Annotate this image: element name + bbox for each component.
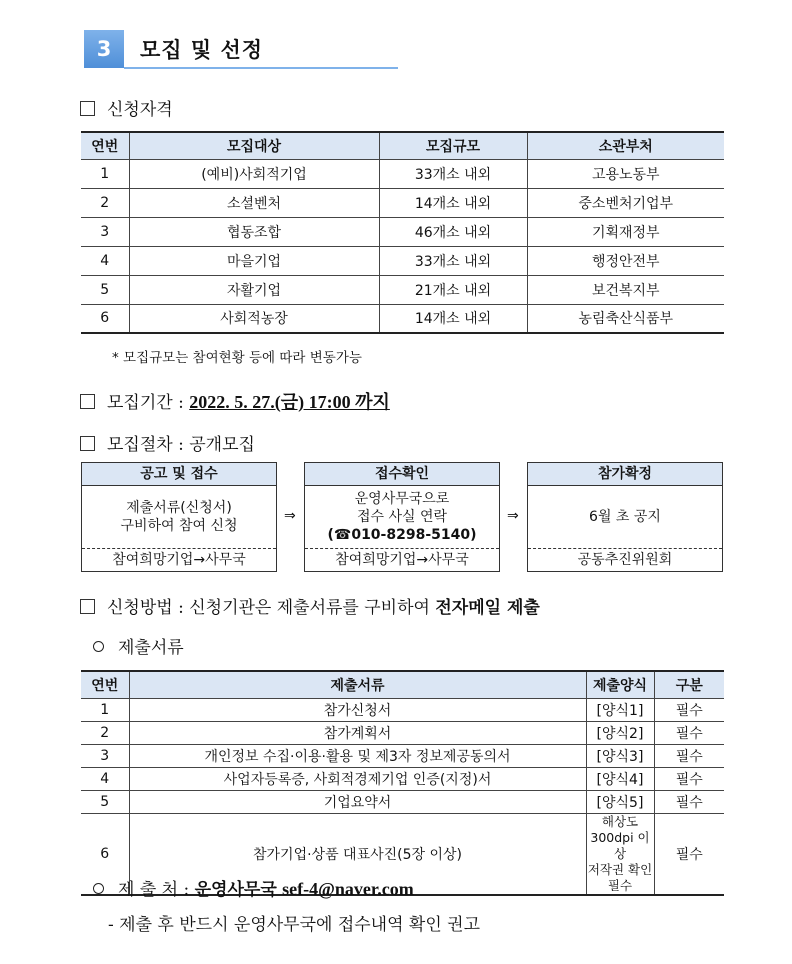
table-cell: 참가신청서 — [129, 698, 586, 721]
step-title: 참가확정 — [528, 463, 722, 486]
table-row — [81, 721, 724, 744]
submission-office: 운영사무국 — [194, 880, 277, 900]
table-cell: 1 — [81, 698, 129, 721]
table-cell: (예비)사회적기업 — [129, 159, 379, 188]
column-header: 연번 — [81, 132, 129, 159]
circle-bullet-icon — [93, 883, 104, 894]
table-cell: 5 — [81, 275, 129, 304]
table-row — [81, 304, 724, 333]
documents-heading: 제출서류 — [118, 638, 184, 658]
table-cell: [양식1] — [586, 698, 654, 721]
eligibility-table — [81, 131, 724, 334]
table-cell: 필수 — [654, 813, 724, 895]
table-cell: 기업요약서 — [129, 790, 586, 813]
table-cell: 마을기업 — [129, 246, 379, 275]
column-header: 제출양식 — [586, 671, 654, 698]
table-cell: 고용노동부 — [527, 159, 724, 188]
table-cell: 사업자등록증, 사회적경제기업 인증(지정)서 — [129, 767, 586, 790]
table-cell: [양식3] — [586, 744, 654, 767]
table-row — [81, 790, 724, 813]
table-row — [81, 246, 724, 275]
table-cell: 소셜벤처 — [129, 188, 379, 217]
procedure-step-2 — [304, 462, 500, 572]
step-footer: 공동추진위원회 — [528, 548, 722, 571]
table-cell: 1 — [81, 159, 129, 188]
documents-heading-line — [93, 633, 184, 658]
section-header — [84, 30, 398, 70]
table-cell: 필수 — [654, 790, 724, 813]
recommendation-note: - 제출 후 반드시 운영사무국에 접수내역 확인 권고 — [108, 915, 481, 935]
section-title: 모집 및 선정 — [140, 38, 264, 62]
section-underline — [124, 67, 398, 69]
column-header: 모집대상 — [129, 132, 379, 159]
column-header: 제출서류 — [129, 671, 586, 698]
table-cell: 14개소 내외 — [379, 188, 527, 217]
step-body-line: 6월 초 공지 — [589, 509, 661, 525]
table-cell: 필수 — [654, 698, 724, 721]
step-body — [528, 486, 722, 548]
table-cell: 해상도300dpi 이상 저작권 확인 필수 — [587, 813, 653, 893]
square-bullet-icon — [80, 394, 95, 409]
table-cell: 사회적농장 — [129, 304, 379, 333]
procedure-label: 모집절차 : 공개모집 — [107, 435, 255, 455]
section-number: 3 — [84, 30, 124, 68]
table-cell: [양식4] — [586, 767, 654, 790]
table-cell: 2 — [81, 188, 129, 217]
table-cell: 6 — [81, 813, 129, 895]
method-label: 신청방법 : 신청기관은 제출서류를 구비하여 — [107, 598, 430, 618]
table-cell: 필수 — [654, 767, 724, 790]
table-cell: 5 — [81, 790, 129, 813]
table-cell: 자활기업 — [129, 275, 379, 304]
table-cell: 농림축산식품부 — [527, 304, 724, 333]
table-row — [81, 698, 724, 721]
table-cell: 참가기업·상품 대표사진(5장 이상) — [129, 813, 586, 895]
square-bullet-icon — [80, 436, 95, 451]
square-bullet-icon — [80, 599, 95, 614]
table-cell: 중소벤처기업부 — [527, 188, 724, 217]
table-cell: 21개소 내외 — [379, 275, 527, 304]
documents-table — [81, 670, 724, 896]
table-cell: 33개소 내외 — [379, 246, 527, 275]
step-body-line: 접수 사실 연락 — [356, 509, 448, 525]
table-row — [81, 217, 724, 246]
step-title: 접수확인 — [305, 463, 499, 486]
step-footer: 참여희망기업→사무국 — [82, 548, 276, 571]
table-row — [81, 159, 724, 188]
arrow-icon: ⇒ — [507, 508, 519, 524]
submission-label: 제 출 처 : — [118, 880, 190, 900]
table-cell: [양식5] — [586, 790, 654, 813]
eligibility-heading-line — [80, 95, 173, 120]
table-cell: 2 — [81, 721, 129, 744]
submission-email[interactable]: sef-4@naver.com — [282, 879, 414, 899]
period-value: 2022. 5. 27.(금) 17:00 까지 — [189, 392, 390, 412]
eligibility-heading: 신청자격 — [107, 100, 173, 120]
method-emphasis: 전자메일 제출 — [435, 598, 540, 618]
method-line — [80, 593, 540, 618]
table-cell: [양식2] — [586, 721, 654, 744]
table-cell: 필수 — [654, 721, 724, 744]
table-row — [81, 188, 724, 217]
table-cell: 기획재정부 — [527, 217, 724, 246]
table-row — [81, 767, 724, 790]
table-cell: 행정안전부 — [527, 246, 724, 275]
step-body — [82, 486, 276, 548]
square-bullet-icon — [80, 101, 95, 116]
procedure-step-1 — [81, 462, 277, 572]
step-title: 공고 및 접수 — [82, 463, 276, 486]
step-body — [305, 486, 499, 548]
step-body-line: 운영사무국으로 — [354, 491, 450, 507]
period-label: 모집기간 : — [107, 393, 184, 413]
eligibility-note: * 모집규모는 참여현황 등에 따라 변동가능 — [112, 350, 362, 366]
table-header-row — [81, 671, 724, 698]
table-cell: 14개소 내외 — [379, 304, 527, 333]
table-header-row — [81, 132, 724, 159]
procedure-line — [80, 430, 255, 455]
table-cell: 33개소 내외 — [379, 159, 527, 188]
table-cell: 3 — [81, 744, 129, 767]
step-body-line: 구비하여 참여 신청 — [120, 518, 238, 534]
table-cell: 3 — [81, 217, 129, 246]
table-cell: 필수 — [654, 744, 724, 767]
table-cell: 4 — [81, 246, 129, 275]
step-footer: 참여희망기업→사무국 — [305, 548, 499, 571]
column-header: 모집규모 — [379, 132, 527, 159]
table-cell: 6 — [81, 304, 129, 333]
table-cell: 4 — [81, 767, 129, 790]
period-line — [80, 388, 390, 414]
table-cell: 개인정보 수집·이용·활용 및 제3자 정보제공동의서 — [129, 744, 586, 767]
step-phone: (☎010-8298-5140) — [327, 527, 477, 543]
column-header: 구분 — [654, 671, 724, 698]
submission-line — [93, 875, 414, 900]
table-cell: 보건복지부 — [527, 275, 724, 304]
table-cell: 46개소 내외 — [379, 217, 527, 246]
procedure-step-3 — [527, 462, 723, 572]
step-body-line: 제출서류(신청서) — [126, 500, 232, 516]
column-header: 연번 — [81, 671, 129, 698]
table-cell: 참가계획서 — [129, 721, 586, 744]
table-row — [81, 744, 724, 767]
column-header: 소관부처 — [527, 132, 724, 159]
table-cell: 협동조합 — [129, 217, 379, 246]
circle-bullet-icon — [93, 641, 104, 652]
table-row — [81, 275, 724, 304]
arrow-icon: ⇒ — [284, 508, 296, 524]
